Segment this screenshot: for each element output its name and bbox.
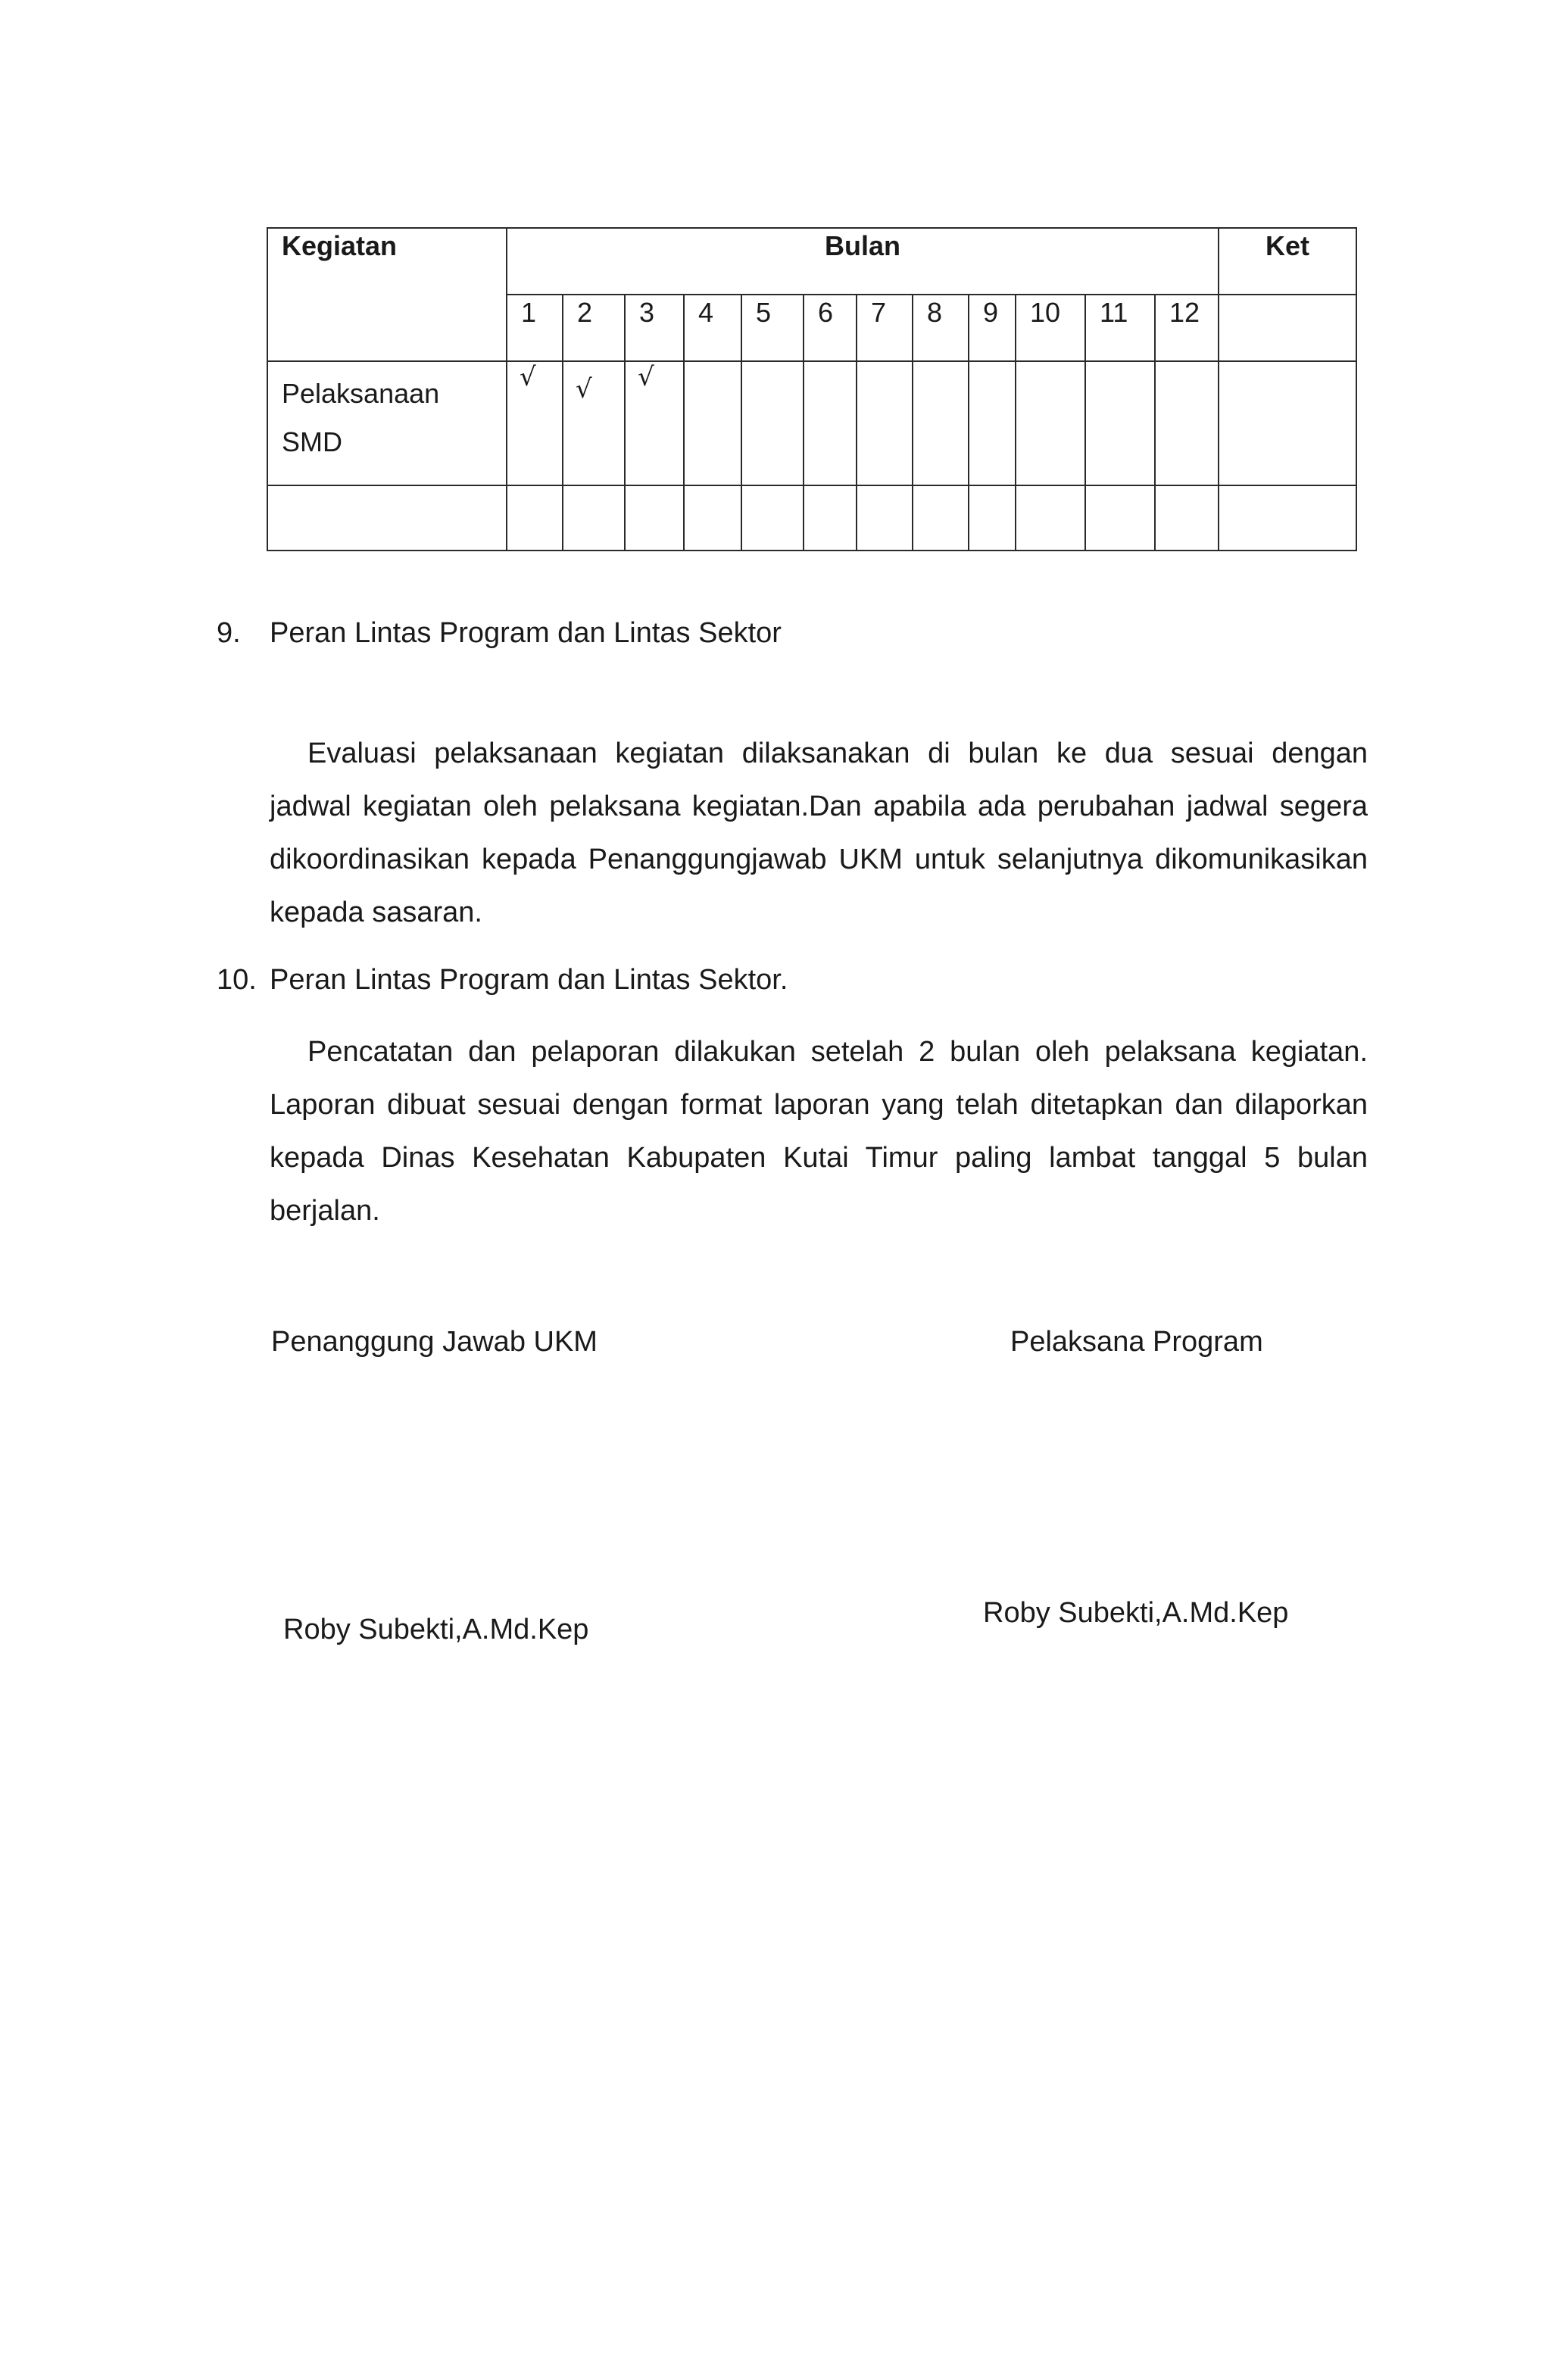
empty-cell [1155, 485, 1219, 551]
month-cell: 7 [857, 295, 913, 361]
check-mark-month-3: √ [625, 361, 684, 485]
month-cell: 3 [625, 295, 684, 361]
empty-cell [857, 485, 913, 551]
section-9-number: 9. [217, 617, 241, 649]
empty-cell [741, 361, 804, 485]
empty-cell [857, 361, 913, 485]
month-cell: 12 [1155, 295, 1219, 361]
month-cell: 1 [507, 295, 563, 361]
empty-cell [684, 485, 741, 551]
note-cell [1219, 361, 1356, 485]
empty-cell [913, 361, 969, 485]
empty-cell [1016, 485, 1085, 551]
header-activity: Kegiatan [267, 228, 507, 361]
month-cell: 4 [684, 295, 741, 361]
signature-right-name: Roby Subekti,A.Md.Kep [983, 1597, 1289, 1629]
activity-cell [267, 361, 507, 485]
empty-cell [969, 485, 1016, 551]
activity-line-1: Pelaksanaan [282, 378, 440, 409]
empty-cell [1155, 361, 1219, 485]
month-cell: 2 [563, 295, 625, 361]
month-cell: 11 [1085, 295, 1155, 361]
note-cell [1219, 295, 1356, 361]
empty-cell [684, 361, 741, 485]
section-10-body: Pencatatan dan pelaporan dilakukan setelah 2 bulan oleh pelaksana kegiatan. Laporan dibuat sesuai dengan format laporan yang telah ditetapkan dan dilaporkan kepada Dinas Kesehatan Kabupaten Kutai Timur paling lambat tanggal 5 bulan berjalan. [270, 1036, 1368, 1227]
empty-cell [1219, 485, 1356, 551]
schedule-table [267, 227, 1357, 551]
check-mark-month-2: √ [563, 361, 625, 485]
empty-cell [913, 485, 969, 551]
empty-cell [1016, 361, 1085, 485]
empty-cell [741, 485, 804, 551]
activity-line-2: SMD [282, 426, 342, 457]
month-cell: 9 [969, 295, 1016, 361]
month-cell: 8 [913, 295, 969, 361]
section-9-title: Peran Lintas Program dan Lintas Sektor [270, 617, 782, 649]
empty-cell [563, 485, 625, 551]
check-mark-month-1: √ [507, 361, 563, 485]
empty-cell [969, 361, 1016, 485]
empty-cell [804, 361, 857, 485]
month-cell: 10 [1016, 295, 1085, 361]
empty-cell [804, 485, 857, 551]
empty-cell [1085, 361, 1155, 485]
section-9-body: Evaluasi pelaksanaan kegiatan dilaksanakan di bulan ke dua sesuai dengan jadwal kegiatan oleh pelaksana kegiatan.Dan apabila ada perubahan jadwal segera dikoordinasikan kepada Penanggungjawab UKM untuk selanjutnya dikomunikasikan kepada sasaran. [270, 738, 1368, 928]
header-month: Bulan [507, 228, 1219, 295]
section-10-number: 10. [217, 964, 257, 996]
empty-cell [507, 485, 563, 551]
signature-right-role: Pelaksana Program [1010, 1326, 1263, 1358]
empty-cell [267, 485, 507, 551]
empty-cell [1085, 485, 1155, 551]
section-10-title: Peran Lintas Program dan Lintas Sektor. [270, 964, 788, 996]
signature-left-name: Roby Subekti,A.Md.Kep [283, 1614, 589, 1645]
signature-left-role: Penanggung Jawab UKM [271, 1326, 598, 1358]
empty-cell [625, 485, 684, 551]
month-cell: 6 [804, 295, 857, 361]
header-note: Ket [1219, 228, 1356, 295]
month-cell: 5 [741, 295, 804, 361]
